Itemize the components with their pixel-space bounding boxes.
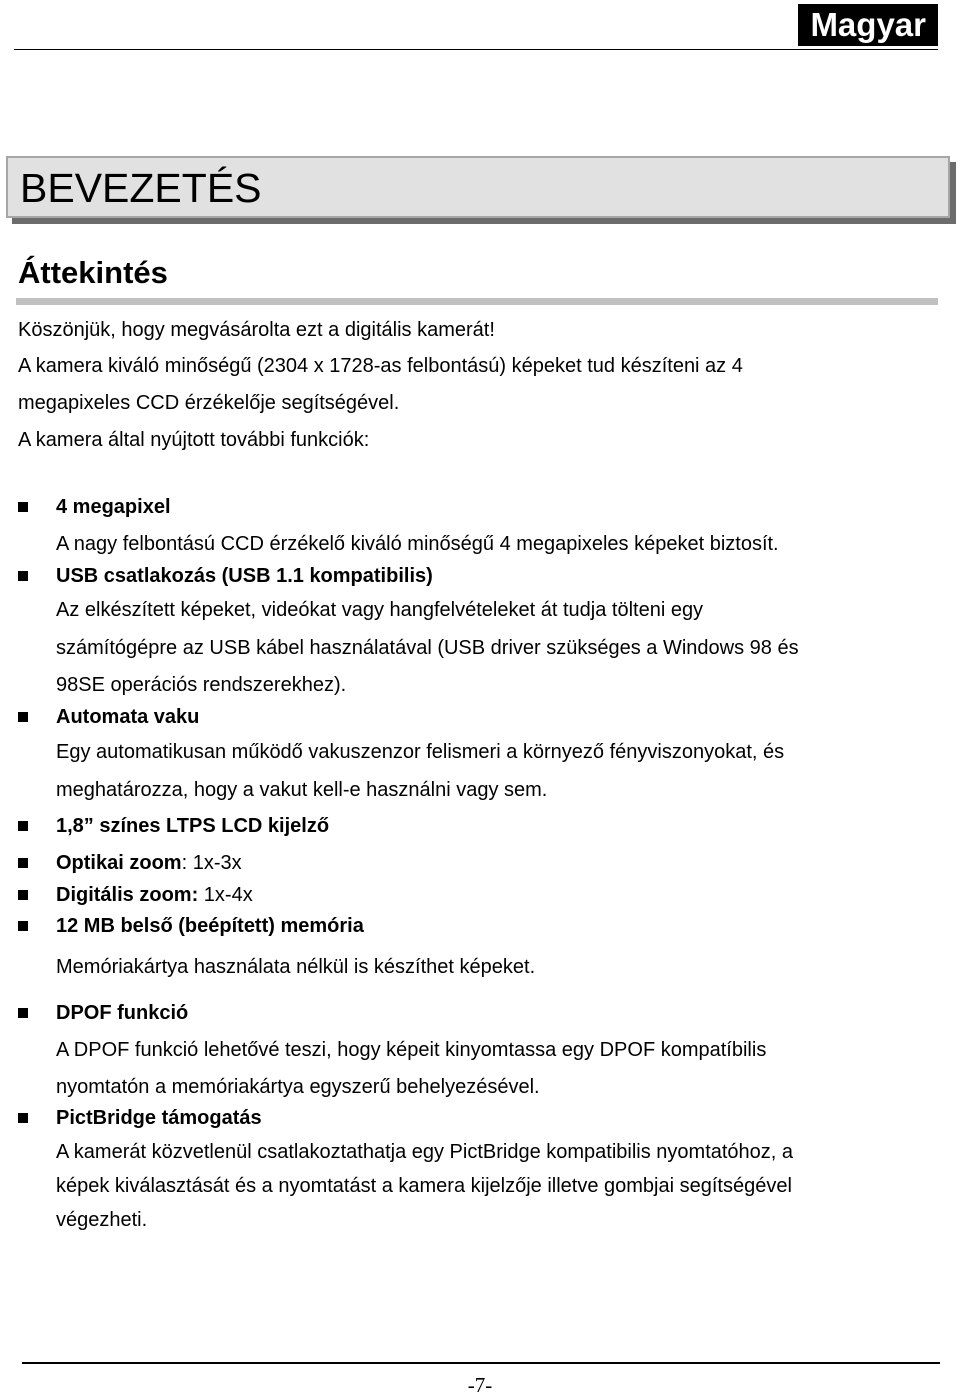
bullet-square-icon: [18, 571, 28, 581]
feature-description: Egy automatikusan működő vakuszenzor felismeri a környező fényviszonyokat, és: [56, 741, 785, 763]
feature-title: 4 megapixel: [56, 496, 171, 518]
bullet-square-icon: [18, 1008, 28, 1018]
footer-rule: [22, 1362, 940, 1364]
feature-title: 1,8” színes LTPS LCD kijelző: [56, 815, 330, 837]
bullet-square-icon: [18, 890, 28, 900]
bullet-square-icon: [18, 858, 28, 868]
feature-description: számítógépre az USB kábel használatával (USB driver szükséges a Windows 98 és: [56, 637, 799, 659]
section-rule: [16, 298, 938, 305]
feature-description: végezheti.: [56, 1209, 148, 1231]
intro-line: A kamera kiváló minőségű (2304 x 1728-as felbontású) képeket tud készíteni az 4: [18, 355, 743, 377]
header-rule: [14, 49, 938, 50]
feature-line: [56, 851, 242, 875]
section-title: Áttekintés: [18, 255, 168, 290]
feature-description: Az elkészített képeket, videókat vagy hangfelvételeket át tudja tölteni egy: [56, 599, 704, 621]
language-badge: Magyar: [798, 4, 938, 46]
bullet-square-icon: [18, 712, 28, 722]
bullet-square-icon: [18, 502, 28, 512]
feature-value: : 1x-3x: [181, 852, 242, 874]
feature-title: PictBridge támogatás: [56, 1107, 262, 1129]
feature-description: A DPOF funkció lehetővé teszi, hogy képeit kinyomtassa egy DPOF kompatíbilis: [56, 1039, 767, 1061]
chapter-title: BEVEZETÉS: [20, 165, 262, 211]
intro-line: Köszönjük, hogy megvásárolta ezt a digitális kamerát!: [18, 319, 495, 341]
feature-description: A nagy felbontású CCD érzékelő kiváló minőségű 4 megapixeles képeket biztosít.: [56, 533, 779, 555]
feature-description: képek kiválasztását és a nyomtatást a kamera kijelzője illetve gombjai segítségével: [56, 1175, 792, 1197]
feature-description: 98SE operációs rendszerekhez).: [56, 674, 347, 696]
feature-description: Memóriakártya használata nélkül is készíthet képeket.: [56, 956, 536, 978]
feature-title: DPOF funkció: [56, 1002, 189, 1024]
feature-title: USB csatlakozás (USB 1.1 kompatibilis): [56, 565, 433, 587]
intro-line: A kamera által nyújtott további funkciók:: [18, 429, 370, 451]
feature-title: Automata vaku: [56, 706, 200, 728]
chapter-banner: [6, 156, 950, 218]
feature-title: 12 MB belső (beépített) memória: [56, 915, 364, 937]
feature-description: meghatározza, hogy a vakut kell-e használni vagy sem.: [56, 779, 548, 801]
feature-line: [56, 883, 253, 907]
intro-line: megapixeles CCD érzékelője segítségével.: [18, 392, 400, 414]
page-number: -7-: [467, 1373, 493, 1397]
bullet-square-icon: [18, 921, 28, 931]
bullet-square-icon: [18, 1113, 28, 1123]
feature-description: A kamerát közvetlenül csatlakoztathatja egy PictBridge kompatibilis nyomtatóhoz, a: [56, 1141, 794, 1163]
feature-description: nyomtatón a memóriakártya egyszerű behelyezésével.: [56, 1076, 540, 1098]
feature-title: Optikai zoom: [56, 852, 182, 874]
bullet-square-icon: [18, 821, 28, 831]
feature-value: 1x-4x: [198, 884, 253, 906]
feature-title: Digitális zoom:: [56, 884, 199, 906]
